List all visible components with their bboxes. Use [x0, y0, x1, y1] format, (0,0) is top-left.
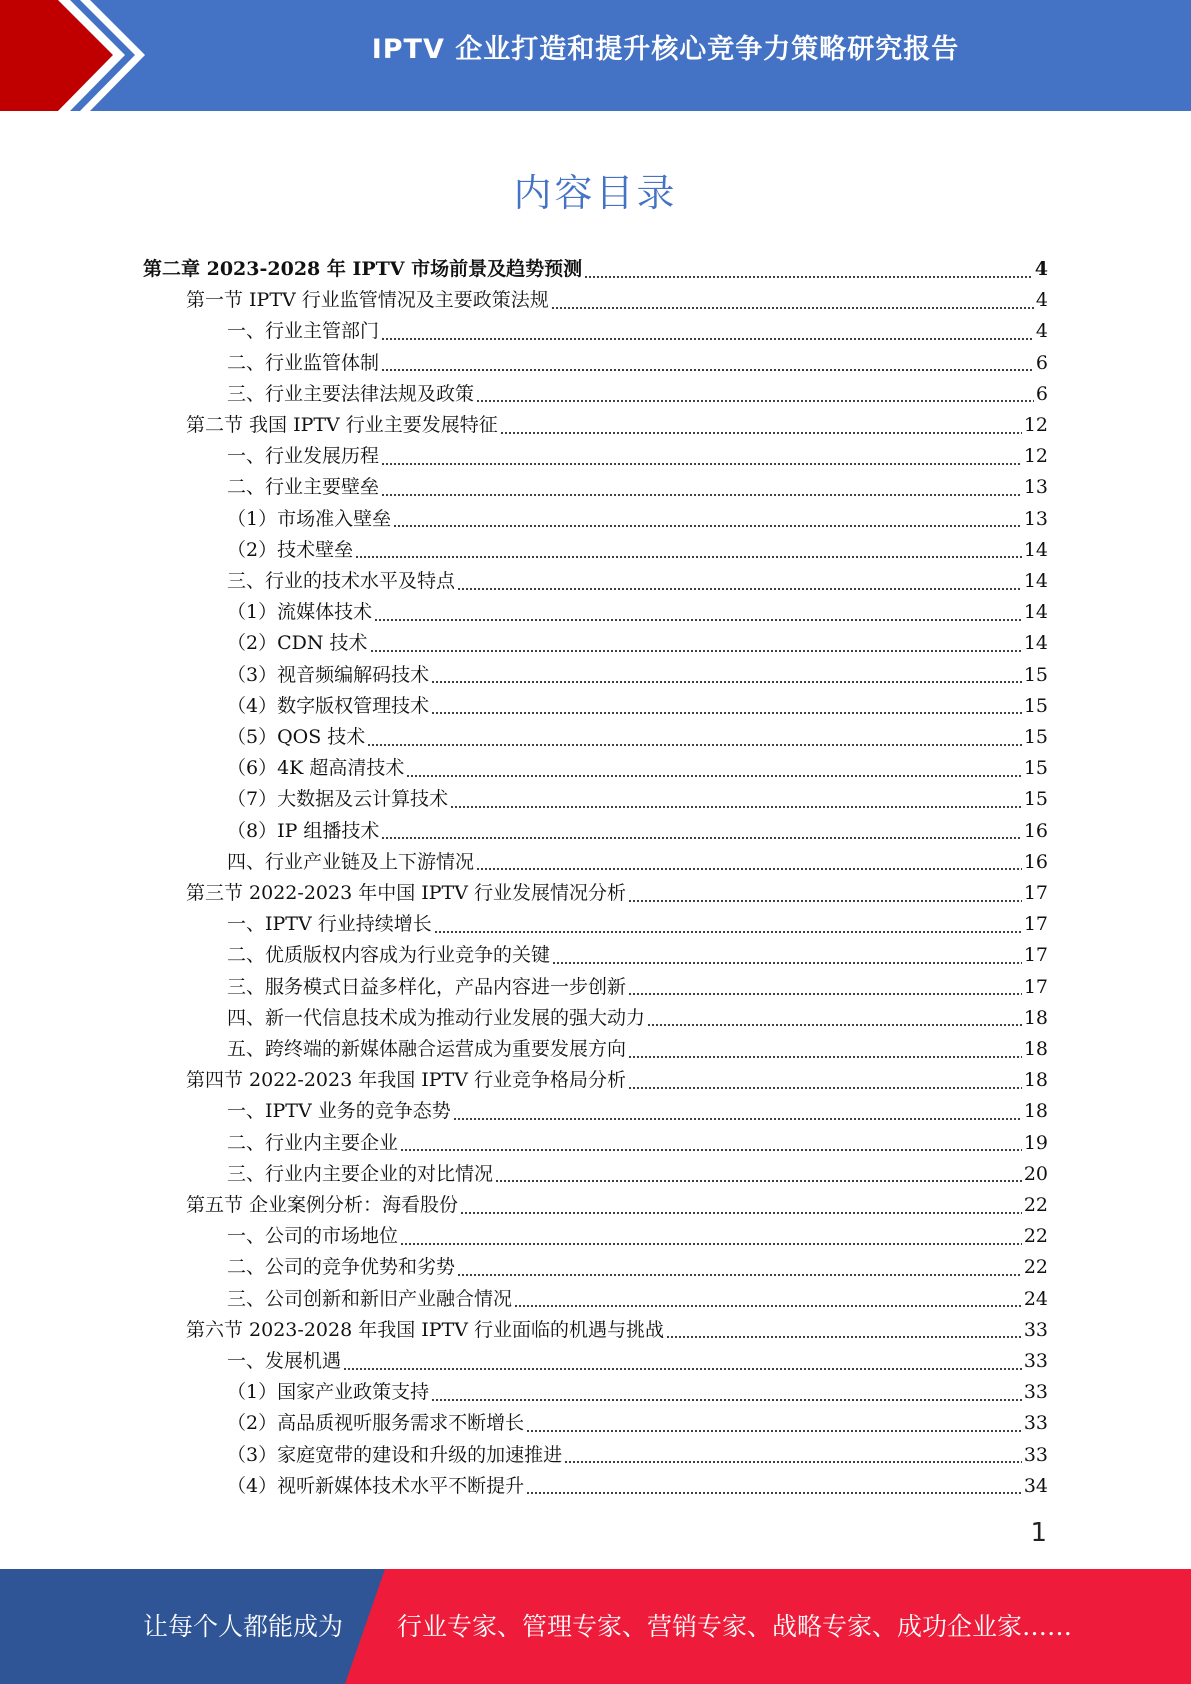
header-arrow-decoration [0, 0, 160, 111]
toc-entry[interactable] [227, 597, 1048, 628]
toc-entry[interactable] [227, 1034, 1048, 1065]
toc-entry[interactable] [227, 472, 1048, 503]
toc-entry-label: 三、公司创新和新旧产业融合情况 [227, 1287, 513, 1310]
toc-dot-leader [628, 1055, 1022, 1059]
toc-dot-leader [381, 337, 1034, 341]
toc-entry[interactable] [227, 441, 1048, 472]
toc-dot-leader [584, 275, 1033, 279]
toc-entry-page: 33 [1023, 1443, 1048, 1466]
toc-entry-page: 33 [1023, 1412, 1048, 1435]
toc-entry-label: （5）QOS 技术 [227, 726, 366, 748]
toc-entry-page: 14 [1023, 570, 1048, 592]
toc-dot-leader [393, 524, 1022, 528]
toc-entry[interactable] [227, 1346, 1048, 1377]
toc-dot-leader [381, 836, 1021, 840]
toc-entry-label: 二、优质版权内容成为行业竞争的关键 [227, 944, 551, 967]
toc-entry[interactable] [227, 316, 1048, 347]
toc-entry-page: 15 [1023, 726, 1048, 748]
toc-entry[interactable] [227, 535, 1048, 566]
toc-dot-leader [400, 1148, 1022, 1152]
toc-entry[interactable] [227, 972, 1048, 1003]
toc-entry-page: 4 [1035, 289, 1048, 312]
toc-entry-label: 第三节 2022-2023 年中国 IPTV 行业发展情况分析 [186, 882, 626, 904]
toc-dot-leader [476, 399, 1034, 403]
toc-entry-label: 三、行业的技术水平及特点 [227, 570, 456, 592]
toc-dot-leader [514, 1304, 1022, 1308]
toc-entry-page: 4 [1035, 320, 1048, 343]
toc-entry-page: 6 [1035, 382, 1048, 405]
toc-entry[interactable] [227, 1440, 1048, 1471]
toc-entry[interactable] [186, 1315, 1048, 1346]
toc-entry[interactable] [227, 816, 1048, 847]
toc-entry-label: （8）IP 组播技术 [227, 819, 380, 842]
toc-entry-label: 二、公司的竞争优势和劣势 [227, 1256, 456, 1279]
toc-entry[interactable] [143, 254, 1048, 285]
toc-entry[interactable] [227, 1471, 1048, 1502]
toc-entry-label: 第四节 2022-2023 年我国 IPTV 行业竞争格局分析 [186, 1069, 626, 1092]
toc-dot-leader [628, 1086, 1022, 1090]
toc-entry-page: 16 [1023, 850, 1048, 873]
toc-dot-leader [406, 774, 1021, 778]
toc-entry-label: （6）4K 超高清技术 [227, 757, 405, 780]
toc-dot-leader [628, 992, 1022, 996]
toc-entry-page: 14 [1023, 601, 1048, 624]
toc-dot-leader [381, 368, 1034, 372]
toc-entry-page: 18 [1023, 1069, 1048, 1092]
toc-entry[interactable] [186, 878, 1048, 909]
toc-entry[interactable] [227, 909, 1048, 940]
toc-entry-label: （2）高品质视听服务需求不断增长 [227, 1412, 525, 1435]
toc-entry-label: 二、行业内主要企业 [227, 1131, 399, 1154]
toc-entry-page: 33 [1023, 1381, 1048, 1404]
toc-entry-page: 4 [1034, 258, 1048, 280]
page-header [0, 0, 1191, 111]
toc-entry-page: 33 [1023, 1350, 1048, 1372]
toc-entry-label: （2）技术壁垒 [227, 538, 354, 561]
toc-entry[interactable] [186, 1190, 1048, 1221]
toc-entry-page: 17 [1023, 882, 1048, 904]
toc-entry-page: 17 [1023, 944, 1048, 967]
toc-entry-label: （3）家庭宽带的建设和升级的加速推进 [227, 1443, 563, 1466]
toc-entry-page: 15 [1023, 788, 1048, 811]
footer-slogan-right: 行业专家、管理专家、营销专家、战略专家、成功企业家…… [397, 1612, 1073, 1641]
toc-entry-page: 19 [1023, 1131, 1048, 1154]
toc-entry-label: （4）视听新媒体技术水平不断提升 [227, 1474, 525, 1497]
toc-entry-page: 18 [1023, 1038, 1048, 1060]
toc-entry-page: 24 [1023, 1287, 1048, 1310]
toc-entry-page: 15 [1023, 757, 1048, 780]
toc-dot-leader [381, 462, 1022, 466]
toc-entry-label: 一、行业主管部门 [227, 320, 380, 343]
toc-entry-page: 18 [1023, 1100, 1048, 1123]
toc-dot-leader [526, 1491, 1022, 1495]
toc-dot-leader [495, 1179, 1022, 1183]
page-footer [0, 1569, 1191, 1684]
toc-entry-label: （7）大数据及云计算技术 [227, 788, 449, 811]
toc-entry[interactable] [227, 348, 1048, 379]
toc-entry-label: （1）市场准入壁垒 [227, 507, 392, 530]
toc-entry-page: 34 [1023, 1474, 1048, 1497]
toc-entry-label: 四、行业产业链及上下游情况 [227, 850, 475, 873]
toc-entry[interactable] [227, 753, 1048, 784]
toc-entry[interactable] [227, 1096, 1048, 1127]
toc-entry-page: 6 [1035, 351, 1048, 374]
toc-dot-leader [551, 306, 1034, 310]
toc-dot-leader [457, 587, 1022, 591]
toc-entry-label: （2）CDN 技术 [227, 632, 368, 655]
toc-entry-label: 三、服务模式日益多样化，产品内容进一步创新 [227, 975, 627, 998]
toc-entry-label: 一、公司的市场地位 [227, 1225, 399, 1248]
toc-entry-label: （1）国家产业政策支持 [227, 1381, 430, 1404]
report-title: IPTV 企业打造和提升核心竞争力策略研究报告 [371, 34, 960, 65]
toc-entry-label: （4）数字版权管理技术 [227, 694, 430, 717]
toc-dot-leader [453, 1117, 1022, 1121]
toc-entry[interactable] [227, 504, 1048, 535]
toc-entry[interactable] [227, 628, 1048, 659]
page-number: 1 [1030, 1518, 1047, 1548]
toc-dot-leader [431, 1398, 1022, 1402]
toc-entry-label: （3）视音频编解码技术 [227, 663, 430, 686]
toc-entry[interactable] [186, 285, 1048, 316]
toc-dot-leader [400, 1242, 1022, 1246]
toc-entry[interactable] [227, 940, 1048, 971]
toc-entry-page: 20 [1023, 1162, 1048, 1185]
toc-entry-label: 一、IPTV 业务的竞争态势 [227, 1100, 451, 1123]
toc-entry-page: 13 [1023, 476, 1048, 499]
toc-entry[interactable] [186, 1065, 1048, 1096]
toc-dot-leader [355, 555, 1022, 559]
toc-entry-page: 14 [1023, 538, 1048, 561]
toc-entry-label: 一、行业发展历程 [227, 445, 380, 468]
toc-dot-leader [374, 618, 1022, 622]
toc-dot-leader [500, 431, 1022, 435]
toc-entry[interactable] [227, 691, 1048, 722]
toc-entry[interactable] [227, 660, 1048, 691]
toc-entry-page: 22 [1023, 1256, 1048, 1279]
toc-dot-leader [343, 1367, 1022, 1371]
toc-entry-page: 16 [1023, 819, 1048, 842]
toc-entry[interactable] [227, 379, 1048, 410]
toc-dot-leader [381, 493, 1022, 497]
toc-dot-leader [450, 805, 1022, 809]
toc-dot-leader [526, 1429, 1022, 1433]
toc-entry-page: 13 [1023, 507, 1048, 530]
toc-heading: 内容目录 [513, 171, 678, 215]
toc-dot-leader [476, 867, 1022, 871]
toc-entry-page: 22 [1023, 1225, 1048, 1248]
toc-dot-leader [552, 961, 1022, 965]
toc-entry-label: 四、新一代信息技术成为推动行业发展的强大动力 [227, 1006, 646, 1029]
toc-entry-page: 33 [1023, 1318, 1048, 1341]
toc-entry-page: 15 [1023, 663, 1048, 686]
toc-dot-leader [647, 1023, 1022, 1027]
footer-slogan-left: 让每个人都能成为 [143, 1612, 344, 1641]
toc-entry-label: 二、行业主要壁垒 [227, 476, 380, 499]
toc-entry[interactable] [227, 784, 1048, 815]
toc-entry-page: 12 [1023, 414, 1048, 436]
toc-entry[interactable] [186, 410, 1048, 441]
toc-entry[interactable] [227, 1128, 1048, 1159]
toc-entry-page: 15 [1023, 694, 1048, 717]
toc-dot-leader [460, 1211, 1022, 1215]
toc-entry-label: 第五节 企业案例分析：海看股份 [186, 1194, 459, 1216]
toc-entry[interactable] [227, 566, 1048, 597]
toc-entry[interactable] [227, 1408, 1048, 1439]
toc-entry[interactable] [227, 1159, 1048, 1190]
toc-dot-leader [431, 711, 1022, 715]
toc-dot-leader [457, 1273, 1022, 1277]
toc-entry[interactable] [227, 1252, 1048, 1283]
toc-entry-page: 22 [1023, 1194, 1048, 1216]
toc-dot-leader [434, 930, 1022, 934]
toc-entry-label: 一、发展机遇 [227, 1350, 342, 1372]
toc-entry[interactable] [227, 722, 1048, 753]
toc-entry-label: （1）流媒体技术 [227, 601, 373, 624]
toc-entry[interactable] [227, 1221, 1048, 1252]
toc-entry-page: 18 [1023, 1006, 1048, 1029]
toc-entry-label: 五、跨终端的新媒体融合运营成为重要发展方向 [227, 1038, 627, 1060]
toc-entry-page: 14 [1023, 632, 1048, 655]
toc-entry-page: 17 [1023, 975, 1048, 998]
toc-entry-page: 17 [1023, 913, 1048, 936]
toc-dot-leader [367, 743, 1022, 747]
toc-dot-leader [628, 899, 1022, 903]
toc-entry-label: 第二章 2023-2028 年 IPTV 市场前景及趋势预测 [143, 258, 583, 280]
toc-entry[interactable] [227, 847, 1048, 878]
toc-entry-label: 三、行业内主要企业的对比情况 [227, 1162, 494, 1185]
toc-entry[interactable] [227, 1284, 1048, 1315]
toc-entry-label: 第一节 IPTV 行业监管情况及主要政策法规 [186, 289, 549, 312]
toc-entry-label: 第二节 我国 IPTV 行业主要发展特征 [186, 414, 498, 436]
toc-entry-label: 三、行业主要法律法规及政策 [227, 382, 475, 405]
toc-dot-leader [370, 649, 1022, 653]
toc-entry[interactable] [227, 1003, 1048, 1034]
toc-entry-label: 二、行业监管体制 [227, 351, 380, 374]
toc-entry-page: 12 [1023, 445, 1048, 468]
toc-entry[interactable] [227, 1377, 1048, 1408]
toc-dot-leader [431, 680, 1022, 684]
toc-dot-leader [666, 1335, 1022, 1339]
toc-entry-label: 第六节 2023-2028 年我国 IPTV 行业面临的机遇与挑战 [186, 1318, 664, 1341]
toc-dot-leader [564, 1460, 1022, 1464]
toc-entry-label: 一、IPTV 行业持续增长 [227, 913, 432, 936]
